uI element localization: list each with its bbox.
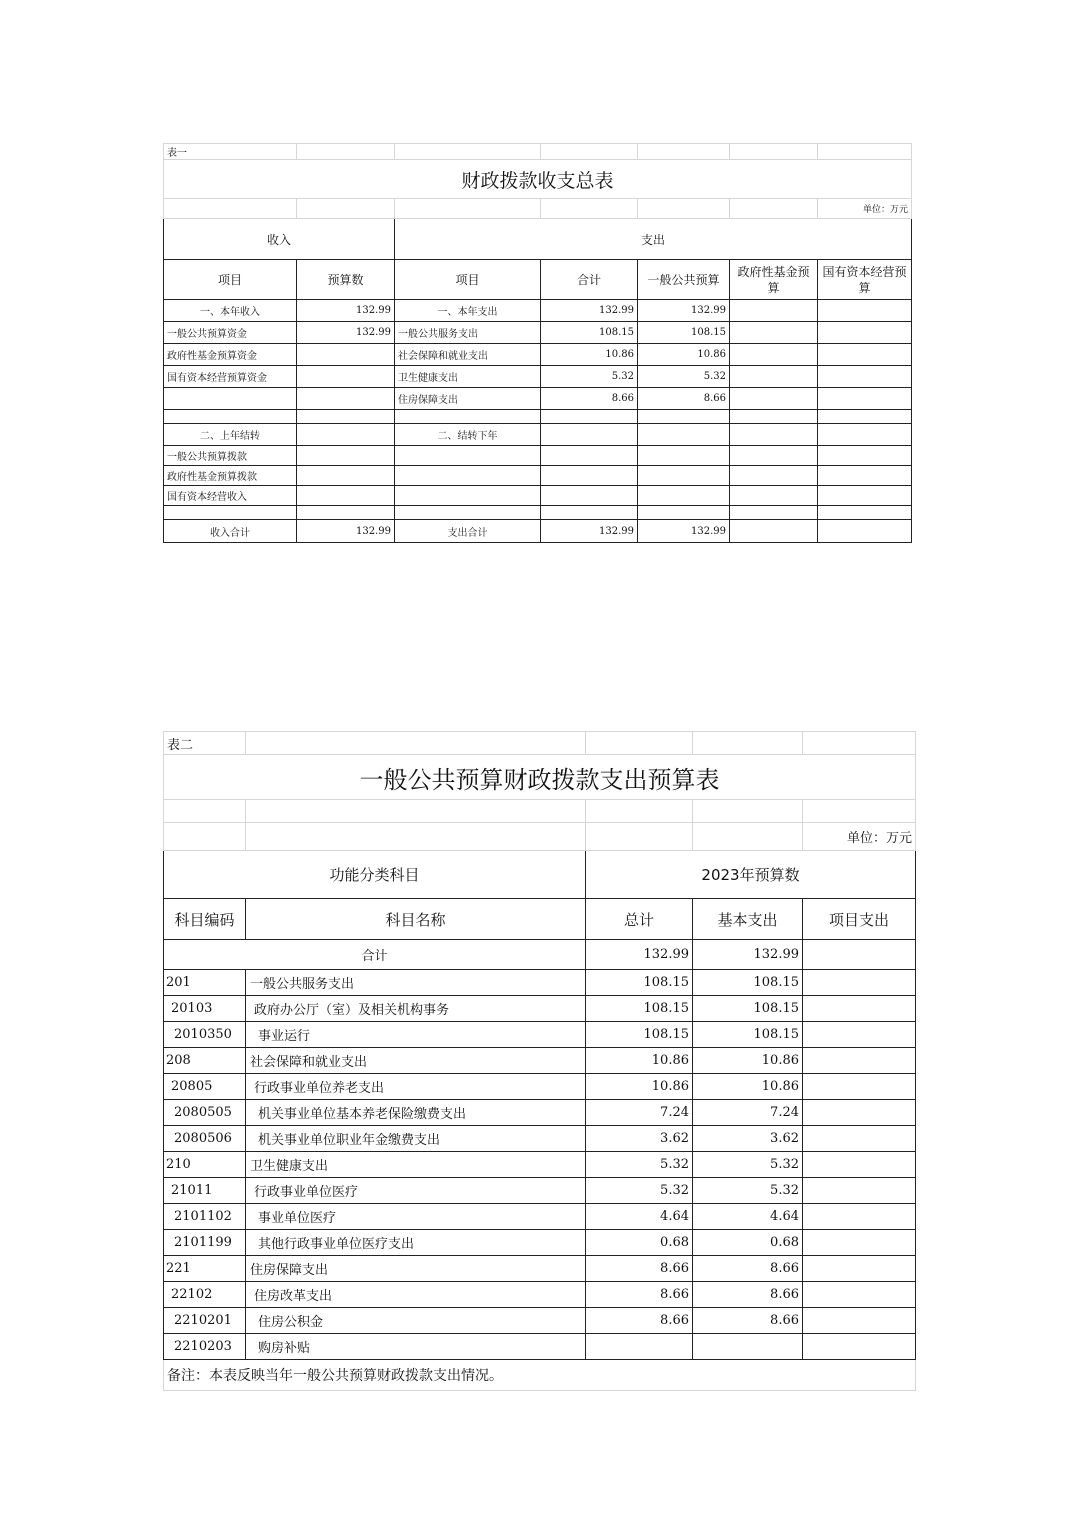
col-general-budget: 一般公共预算 xyxy=(638,260,730,300)
func-category-header: 功能分类科目 xyxy=(164,851,586,899)
general-budget-expense-table xyxy=(163,731,916,1391)
col-name: 科目名称 xyxy=(246,899,586,940)
col-total: 合计 xyxy=(541,260,638,300)
table-note: 备注：本表反映当年一般公共预算财政拨款支出情况。 xyxy=(164,1360,916,1391)
table-sum-row: 合计 132.99 132.99 xyxy=(164,940,916,970)
table-row: 一般公共预算拨款 xyxy=(164,446,912,466)
table-row: 二、上年结转 二、结转下年 xyxy=(164,424,912,446)
table-row: 20805 行政事业单位养老支出 10.86 10.86 xyxy=(164,1074,916,1100)
table-title: 一般公共预算财政拨款支出预算表 xyxy=(164,755,916,800)
table-row: 210 卫生健康支出 5.32 5.32 xyxy=(164,1152,916,1178)
table-row: 2080505 机关事业单位基本养老保险缴费支出 7.24 7.24 xyxy=(164,1100,916,1126)
table-row: 2010350 事业运行 108.15 108.15 xyxy=(164,1022,916,1048)
table-row: 201 一般公共服务支出 108.15 108.15 xyxy=(164,970,916,996)
unit-label: 单位：万元 xyxy=(803,823,916,851)
table-row: 一、本年收入 132.99 一、本年支出 132.99 132.99 xyxy=(164,300,912,322)
table-label: 表二 xyxy=(164,732,246,755)
table-row: 22102 住房改革支出 8.66 8.66 xyxy=(164,1282,916,1308)
col-income-item: 项目 xyxy=(164,260,297,300)
table-total-row: 收入合计 132.99 支出合计 132.99 132.99 xyxy=(164,520,912,543)
table-row: 21011 行政事业单位医疗 5.32 5.32 xyxy=(164,1178,916,1204)
table-row: 一般公共预算资金 132.99 一般公共服务支出 108.15 108.15 xyxy=(164,322,912,344)
budget-year-header: 2023年预算数 xyxy=(586,851,916,899)
table-label: 表一 xyxy=(164,144,297,160)
table-row: 2101102 事业单位医疗 4.64 4.64 xyxy=(164,1204,916,1230)
table-row: 政府性基金预算资金 社会保障和就业支出 10.86 10.86 xyxy=(164,344,912,366)
table-row: 2210203 购房补贴 xyxy=(164,1334,916,1360)
table-title: 财政拨款收支总表 xyxy=(164,160,912,199)
expense-header: 支出 xyxy=(395,219,912,260)
table-row: 政府性基金预算拨款 xyxy=(164,466,912,486)
table-row: 2101199 其他行政事业单位医疗支出 0.68 0.68 xyxy=(164,1230,916,1256)
fiscal-summary-table xyxy=(163,143,912,543)
table-row xyxy=(164,506,912,520)
table-row: 2080506 机关事业单位职业年金缴费支出 3.62 3.62 xyxy=(164,1126,916,1152)
table-row: 221 住房保障支出 8.66 8.66 xyxy=(164,1256,916,1282)
col-project: 项目支出 xyxy=(803,899,916,940)
table-row: 国有资本经营预算资金 卫生健康支出 5.32 5.32 xyxy=(164,366,912,388)
income-header: 收入 xyxy=(164,219,395,260)
col-expense-item: 项目 xyxy=(395,260,541,300)
table-row: 20103 政府办公厅（室）及相关机构事务 108.15 108.15 xyxy=(164,996,916,1022)
col-gov-fund-budget: 政府性基金预算 xyxy=(730,260,818,300)
col-total: 总计 xyxy=(586,899,693,940)
table-row: 国有资本经营收入 xyxy=(164,486,912,506)
col-state-capital-budget: 国有资本经营预算 xyxy=(818,260,912,300)
table-row: 住房保障支出 8.66 8.66 xyxy=(164,388,912,410)
col-budget: 预算数 xyxy=(297,260,395,300)
col-code: 科目编码 xyxy=(164,899,246,940)
table-row: 208 社会保障和就业支出 10.86 10.86 xyxy=(164,1048,916,1074)
col-basic: 基本支出 xyxy=(693,899,803,940)
table-row: 2210201 住房公积金 8.66 8.66 xyxy=(164,1308,916,1334)
table-row xyxy=(164,410,912,424)
unit-label: 单位：万元 xyxy=(818,199,912,219)
